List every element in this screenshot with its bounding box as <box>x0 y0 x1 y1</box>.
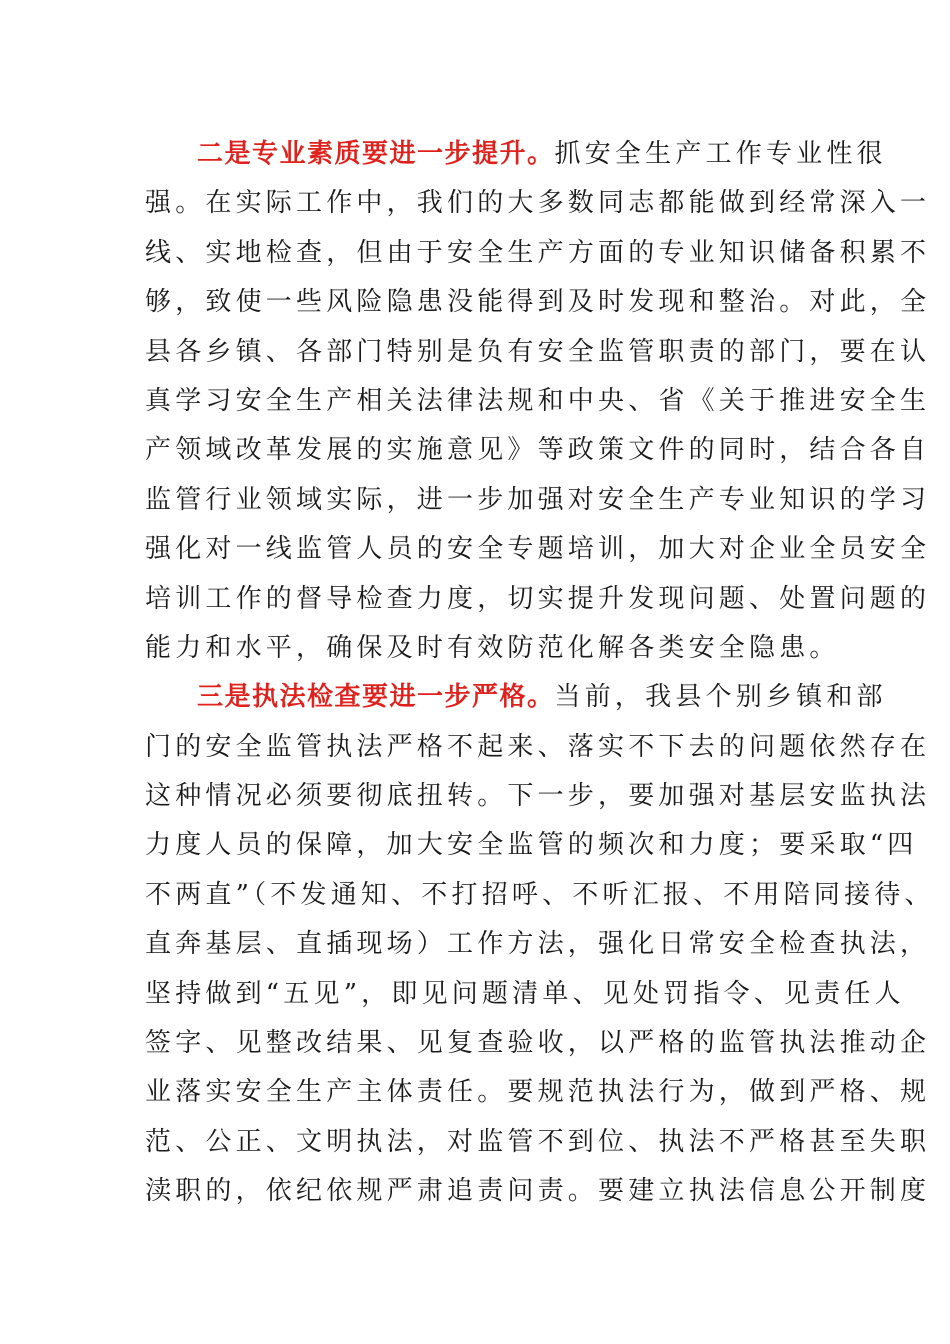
text-line: 这种情况必须要彻底扭转。下一步，要加强对基层安监执法 <box>145 781 931 812</box>
text-line: 不两直”（不发通知、不打招呼、不听汇报、不用陪同接待、 <box>145 879 935 910</box>
text-line: 能力和水平，确保及时有效防范化解各类安全隐患。 <box>145 632 840 663</box>
text-line: 范、公正、文明执法，对监管不到位、执法不严格甚至失职 <box>145 1126 931 1157</box>
text-line: 力度人员的保障，加大安全监管的频次和力度；要采取“四 <box>145 830 918 861</box>
text-line: 够，致使一些风险隐患没能得到及时发现和整治。对此，全 <box>145 287 931 318</box>
text-line: 线、实地检查，但由于安全生产方面的专业知识储备积累不 <box>145 237 931 268</box>
paragraph-1-heading: 二是专业素质要进一步提升。 <box>197 139 555 169</box>
text-line: 县各乡镇、各部门特别是负有安全监管职责的部门，要在认 <box>145 336 931 367</box>
text-line: 强。在实际工作中，我们的大多数同志都能做到经常深入一 <box>145 188 931 219</box>
text-line: 直奔基层、直插现场）工作方法，强化日常安全检查执法， <box>145 929 931 960</box>
paragraph-2-first-line <box>145 673 887 722</box>
document-body <box>145 130 935 1217</box>
text-line: 签字、见整改结果、见复查验收，以严格的监管执法推动企 <box>145 1028 931 1059</box>
text-line: 监管行业领域实际，进一步加强对安全生产专业知识的学习 <box>145 484 931 515</box>
text-line: 坚持做到“五见”，即见问题清单、见处罚指令、见责任人 <box>145 978 905 1009</box>
paragraph-2-heading: 三是执法检查要进一步严格。 <box>197 682 555 713</box>
text-line: 产领域改革发展的实施意见》等政策文件的同时，结合各自 <box>145 435 931 466</box>
text-line: 渎职的，依纪依规严肃追责问责。要建立执法信息公开制度 <box>145 1176 931 1207</box>
text-line: 培训工作的督导检查力度，切实提升发现问题、处置问题的 <box>145 583 931 614</box>
text-line: 门的安全监管执法严格不起来、落实不下去的问题依然存在 <box>145 731 931 762</box>
paragraph-1-first-line-text: 抓安全生产工作专业性很 <box>554 139 887 169</box>
text-line: 真学习安全生产相关法律法规和中央、省《关于推进安全生 <box>145 385 931 416</box>
paragraph-2-first-line-text: 当前，我县个别乡镇和部 <box>554 682 887 713</box>
text-line: 强化对一线监管人员的安全专题培训，加大对企业全员安全 <box>145 534 931 565</box>
text-line: 业落实安全生产主体责任。要规范执法行为，做到严格、规 <box>145 1077 931 1108</box>
paragraph-1-first-line <box>145 130 887 179</box>
